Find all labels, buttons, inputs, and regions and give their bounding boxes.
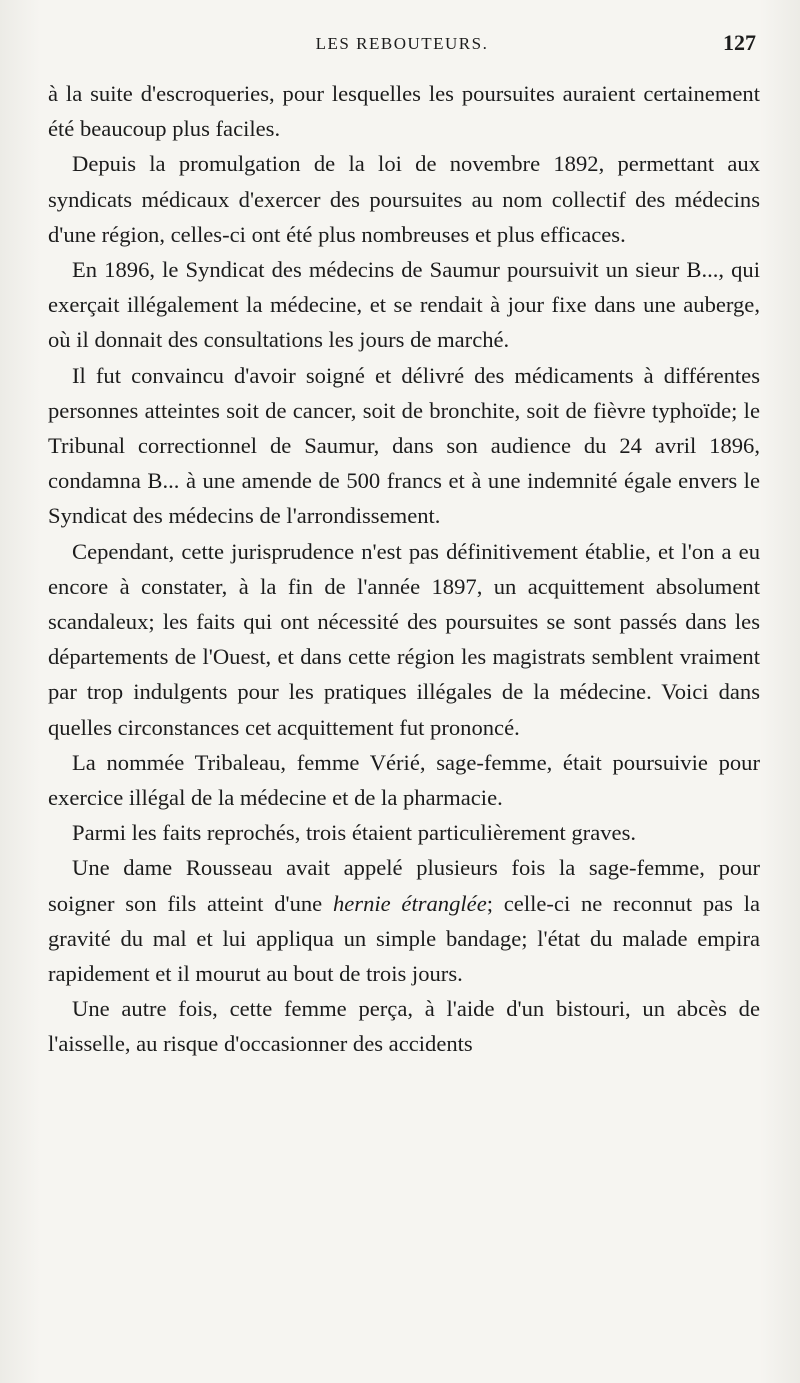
paragraph-conviction: Il fut convaincu d'avoir soigné et délivré des médicaments à différentes personnes atteintes soit de cancer, soit de bronchite, soit de fièvre typhoïde; le Tribunal correctionnel de Saumur, dans son audience du 24 avril 1896, condamna B... à une amende de 500 francs et à une indemnité égale envers le Syndicat des médecins de l'arrondissement. <box>48 362 760 529</box>
paragraph-saumur-case: En 1896, le Syndicat des médecins de Saumur poursuivit un sieur B..., qui exerçait illégalement la médecine, et se rendait à jour fixe dans une auberge, où il donnait des consultations les jours de marché. <box>48 257 760 353</box>
rousseau-text-end: ; celle-ci ne reconnut pas la gravité du mal et lui appliqua un simple bandage; l'état du malade empira rapidement et il mourut au bout de trois jours. <box>48 890 761 987</box>
paragraph-syndicates-law: Depuis la promulgation de la loi de novembre 1892, permettant aux syndicats médicaux d'exercer des poursuites au nom collectif des médecins d'une région, celles-ci ont été plus nombreuses et plus efficaces. <box>48 151 760 247</box>
paragraph-continuation: à la suite d'escroqueries, pour lesquelles les poursuites auraient certainement été beaucoup plus faciles. <box>48 81 760 142</box>
paragraph-rousseau <box>48 850 760 991</box>
rousseau-text-start: Une dame Rousseau avait appelé plusieurs fois la sage-femme, pour soigner son fils atteint d'une <box>48 855 760 916</box>
paragraph-abscess: Une autre fois, cette femme perça, à l'aide d'un bistouri, un abcès de l'aisselle, au risque d'occasionner des accidents <box>48 996 760 1057</box>
body-text <box>48 76 760 1062</box>
paragraph-acquittal: Cependant, cette jurisprudence n'est pas définitivement établie, et l'on a eu encore à constater, à la fin de l'année 1897, un acquittement absolument scandaleux; les faits qui ont nécessité des poursuites se sont passés dans les départements de l'Ouest, et dans cette région les magistrats semblent vraiment par trop indulgents pour les pratiques illégales de la médecine. Voici dans quelles circonstances cet acquittement fut prononcé. <box>48 538 760 740</box>
running-title: LES REBOUTEURS. <box>315 34 489 53</box>
paragraph-tribaleau: La nommée Tribaleau, femme Vérié, sage-femme, était poursuivie pour exercice illégal de la médecine et de la pharmacie. <box>48 749 760 811</box>
page-header <box>48 30 756 64</box>
italic-term: hernie étranglée <box>332 890 487 916</box>
paragraph-facts: Parmi les faits reprochés, trois étaient particulièrement graves. <box>72 820 637 846</box>
page-number: 127 <box>723 30 756 55</box>
